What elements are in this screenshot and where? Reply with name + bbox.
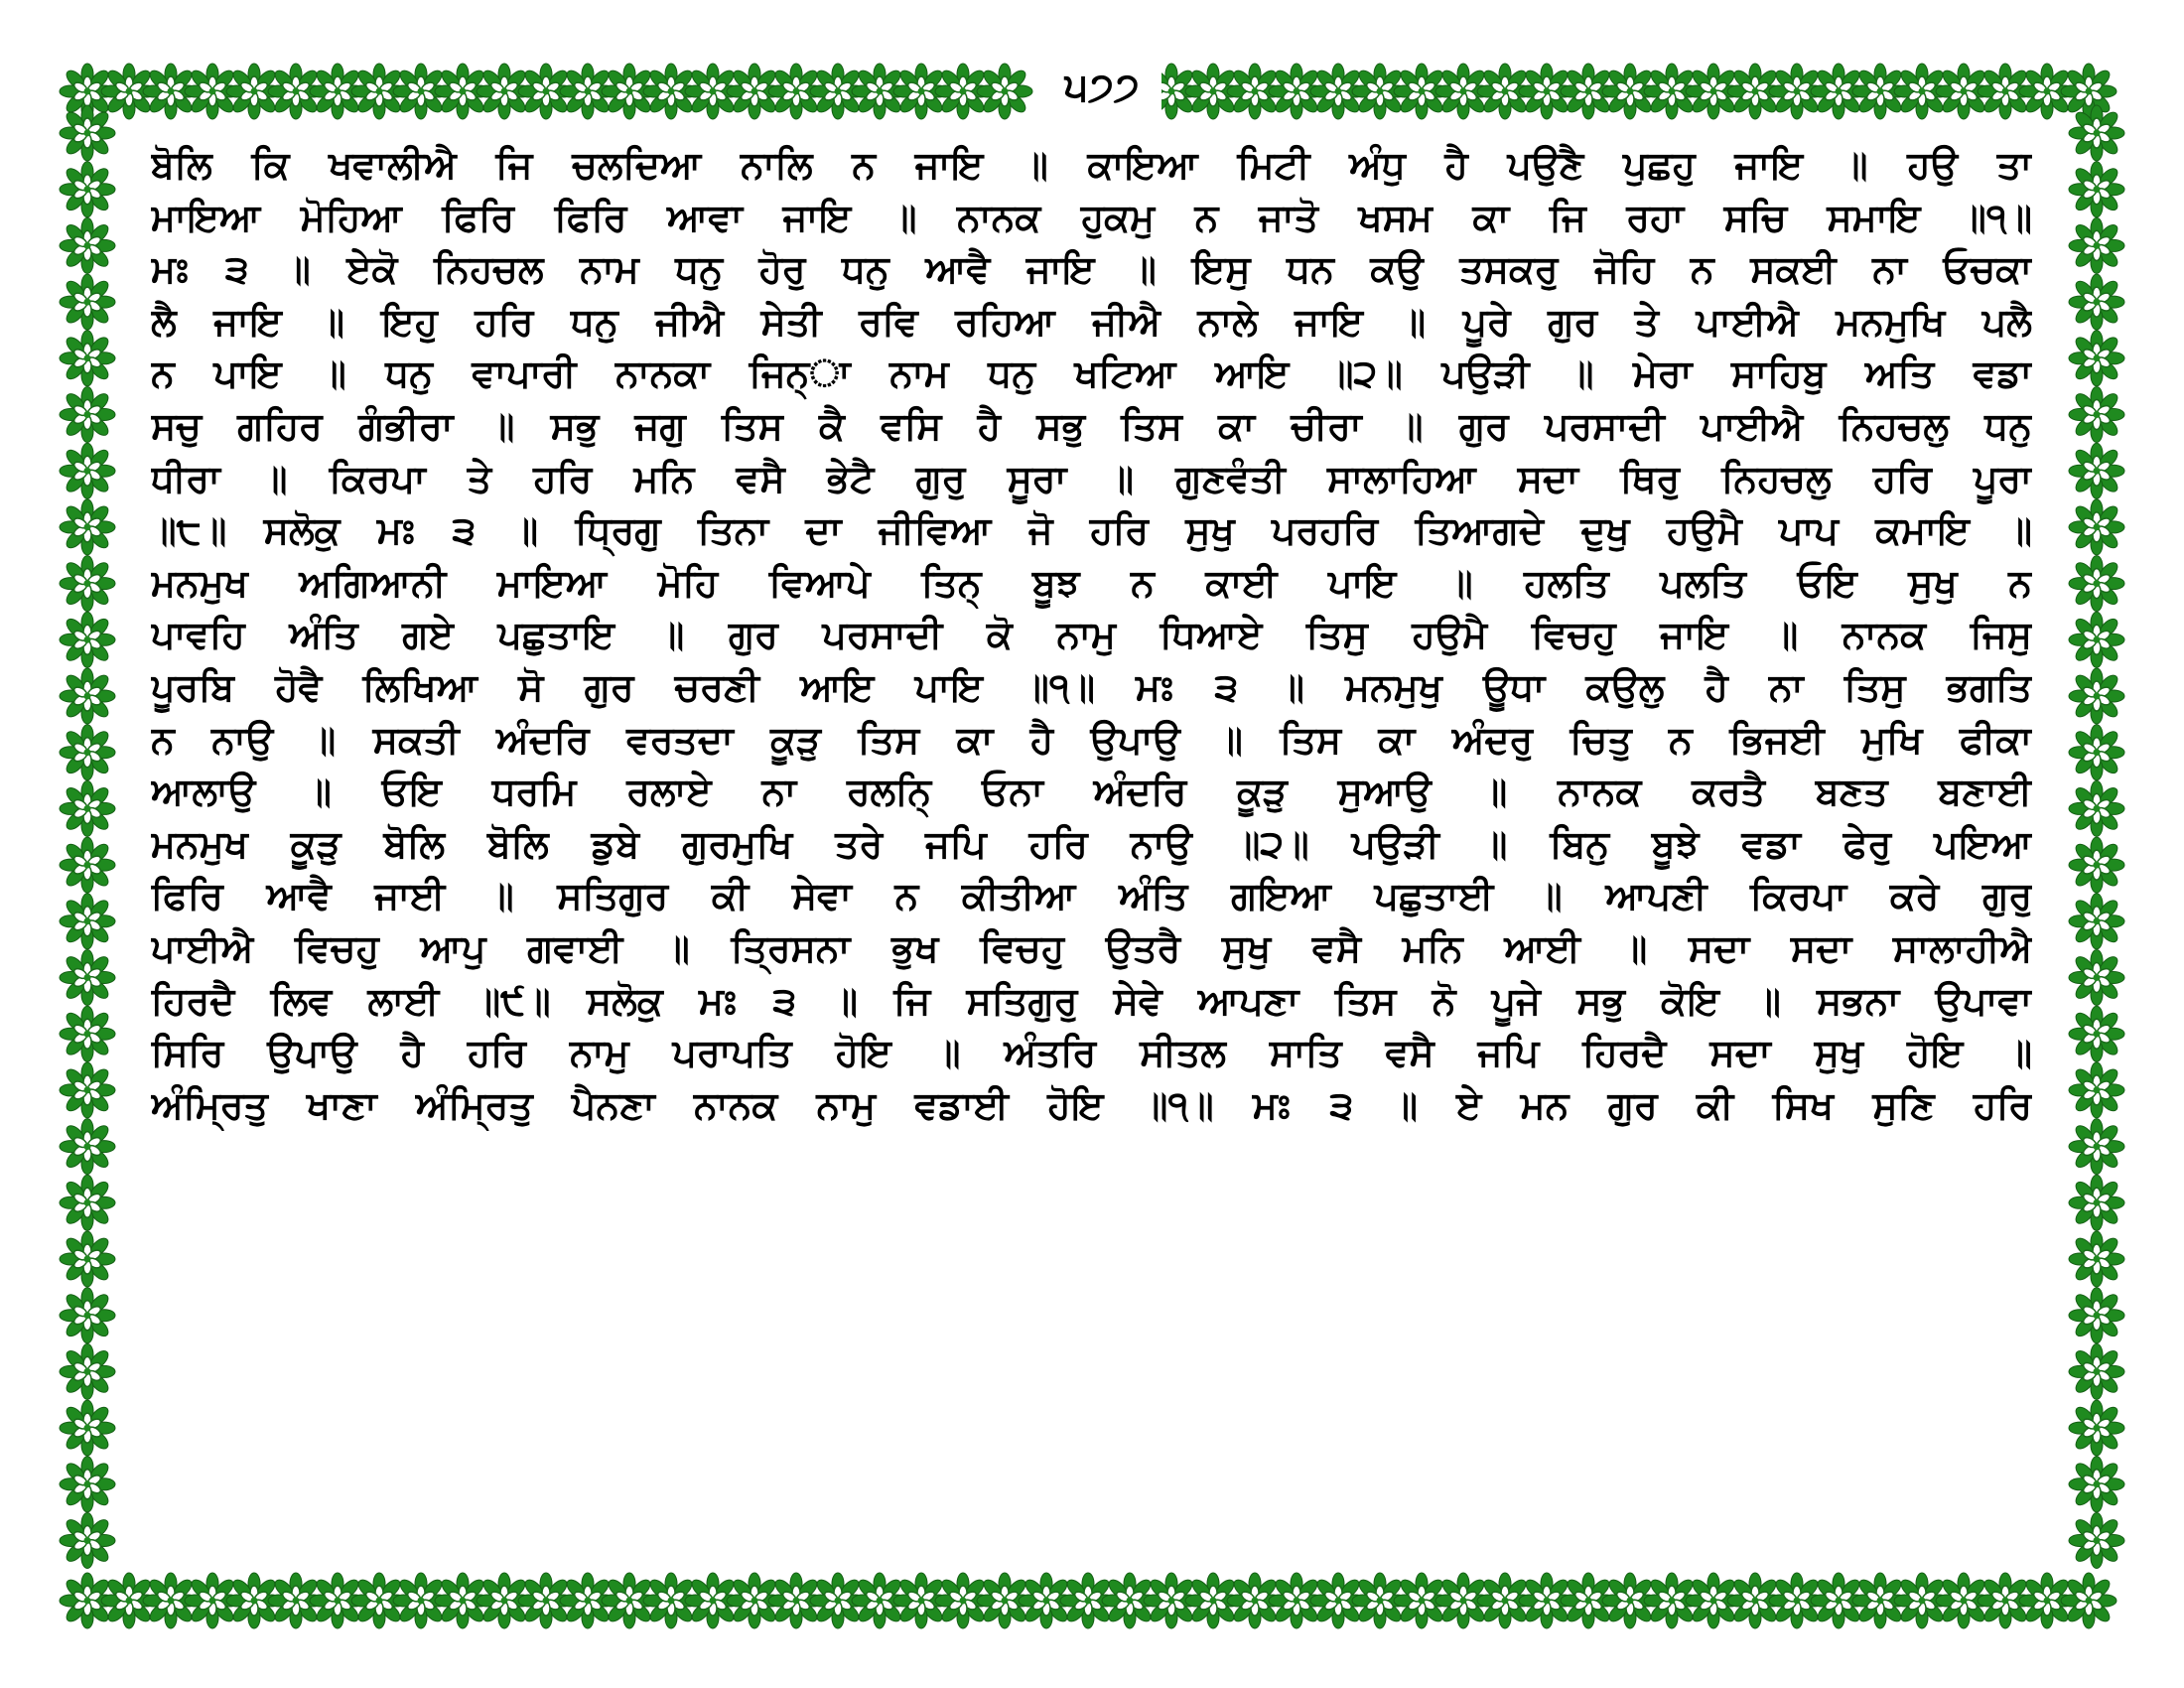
flower-ornament-icon — [2069, 443, 2124, 498]
verse-line: ਫਿਰਿ ਆਵੈ ਜਾਈ ॥ ਸਤਿਗੁਰ ਕੀ ਸੇਵਾ ਨ ਕੀਤੀਆ ਅੰਤਿ ਗਇਆ ਪਛੁਤਾਈ ॥ ਆਪਣੀ ਕਿਰਪਾ ਕਰੇ ਗੁਰੁ — [151, 874, 2032, 918]
flower-ornament-icon — [2069, 1288, 2124, 1343]
flower-ornament-icon — [2069, 1400, 2124, 1456]
flower-ornament-icon — [2069, 1175, 2124, 1230]
flower-ornament-icon — [60, 1175, 115, 1230]
flower-ornament-icon — [60, 331, 115, 386]
flower-ornament-icon — [2069, 387, 2124, 443]
verse-line: ਸਚੁ ਗਹਿਰ ਗੰਭੀਰਾ ॥ ਸਭੁ ਜਗੁ ਤਿਸ ਕੈ ਵਸਿ ਹੈ ਸਭੁ ਤਿਸ ਕਾ ਚੀਰਾ ॥ ਗੁਰ ਪਰਸਾਦੀ ਪਾਈਐ ਨਿਹਚਲੁ ਧਨੁ — [151, 403, 2032, 448]
page-number: ੫੭੭ — [1042, 58, 1161, 117]
verse-line: ਅੰਮ੍ਰਿਤੁ ਖਾਣਾ ਅੰਮ੍ਰਿਤੁ ਪੈਨਣਾ ਨਾਨਕ ਨਾਮੁ ਵਡਾਈ ਹੋਇ ॥੧॥ ਮਃ ੩ ॥ ਏ ਮਨ ਗੁਰ ਕੀ ਸਿਖ ਸੁਣਿ ਹਰਿ — [151, 1082, 2032, 1127]
verse-line: ਲੈ ਜਾਇ ॥ ਇਹੁ ਹਰਿ ਧਨੁ ਜੀਐ ਸੇਤੀ ਰਵਿ ਰਹਿਆ ਜੀਐ ਨਾਲੇ ਜਾਇ ॥ ਪੂਰੇ ਗੁਰ ਤੇ ਪਾਈਐ ਮਨਮੁਖਿ ਪਲੈ — [151, 299, 2032, 344]
flower-ornament-icon — [2061, 1573, 2116, 1628]
flower-ornament-icon — [2069, 1119, 2124, 1175]
flower-ornament-icon — [60, 894, 115, 949]
flower-ornament-icon — [2069, 105, 2124, 161]
verse-line: ਮਃ ੩ ॥ ਏਕੋ ਨਿਹਚਲ ਨਾਮ ਧਨੁ ਹੋਰੁ ਧਨੁ ਆਵੈ ਜਾਇ ॥ ਇਸੁ ਧਨ ਕਉ ਤਸਕਰੁ ਜੋਹਿ ਨ ਸਕਈ ਨਾ ਓਚਕਾ — [151, 247, 2032, 292]
flower-ornament-icon — [60, 780, 115, 836]
flower-ornament-icon — [60, 950, 115, 1006]
flower-ornament-icon — [60, 217, 115, 273]
flower-ornament-icon — [60, 725, 115, 780]
flower-ornament-icon — [2069, 1006, 2124, 1061]
verse-line: ਆਲਾਉ ॥ ਓਇ ਧਰਮਿ ਰਲਾਏ ਨਾ ਰਲਨਿ੍ ਓਨਾ ਅੰਦਰਿ ਕੂੜੁ ਸੁਆਉ ॥ ਨਾਨਕ ਕਰਤੈ ਬਣਤ ਬਣਾਈ — [151, 770, 2032, 814]
flower-ornament-icon — [2069, 274, 2124, 330]
flower-ornament-icon — [2069, 499, 2124, 555]
verse-line: ਹਿਰਦੈ ਲਿਵ ਲਾਈ ॥੯॥ ਸਲੋਕੁ ਮਃ ੩ ॥ ਜਿ ਸਤਿਗੁਰੁ ਸੇਵੇ ਆਪਣਾ ਤਿਸ ਨੋ ਪੂਜੇ ਸਭੁ ਕੋਇ ॥ ਸਭਨਾ ਉਪਾਵਾ — [151, 978, 2032, 1023]
verse-line: ਸਿਰਿ ਉਪਾਉ ਹੈ ਹਰਿ ਨਾਮੁ ਪਰਾਪਤਿ ਹੋਇ ॥ ਅੰਤਰਿ ਸੀਤਲ ਸਾਤਿ ਵਸੈ ਜਪਿ ਹਿਰਦੈ ਸਦਾ ਸੁਖੁ ਹੋਇ ॥ — [151, 1031, 2032, 1075]
flower-ornament-icon — [60, 274, 115, 330]
flower-ornament-icon — [60, 499, 115, 555]
flower-ornament-icon — [2069, 556, 2124, 612]
flower-ornament-icon — [60, 1062, 115, 1118]
flower-ornament-icon — [60, 612, 115, 667]
flower-ornament-icon — [2069, 162, 2124, 217]
flower-ornament-icon — [60, 668, 115, 724]
scripture-text — [151, 139, 2032, 1131]
flower-ornament-icon — [60, 556, 115, 612]
flower-ornament-icon — [60, 837, 115, 893]
flower-ornament-icon — [2069, 780, 2124, 836]
flower-ornament-icon — [60, 1513, 115, 1569]
verse-line: ਮਨਮੁਖ ਕੂੜੁ ਬੋਲਿ ਬੋਲਿ ਡੁਬੇ ਗੁਰਮੁਖਿ ਤਰੇ ਜਪਿ ਹਰਿ ਨਾਉ ॥੨॥ ਪਉੜੀ ॥ ਬਿਨੁ ਬੂਝੇ ਵਡਾ ਫੇਰੁ ਪਇਆ — [151, 821, 2032, 866]
flower-ornament-icon — [60, 1231, 115, 1287]
flower-ornament-icon — [2069, 1062, 2124, 1118]
verse-line: ਪੂਰਬਿ ਹੋਵੈ ਲਿਖਿਆ ਸੋ ਗੁਰ ਚਰਣੀ ਆਇ ਪਾਇ ॥੧॥ ਮਃ ੩ ॥ ਮਨਮੁਖੁ ਊਧਾ ਕਉਲੁ ਹੈ ਨਾ ਤਿਸੁ ਭਗਤਿ — [151, 664, 2032, 709]
flower-ornament-icon — [2061, 64, 2116, 119]
flower-ornament-icon — [60, 1006, 115, 1061]
flower-ornament-icon — [60, 1457, 115, 1512]
flower-ornament-icon — [60, 1288, 115, 1343]
verse-line: ਮਨਮੁਖ ਅਗਿਆਨੀ ਮਾਇਆ ਮੋਹਿ ਵਿਆਪੇ ਤਿਨ੍ ਬੂਝ ਨ ਕਾਈ ਪਾਇ ॥ ਹਲਤਿ ਪਲਤਿ ਓਇ ਸੁਖੁ ਨ — [151, 560, 2032, 605]
flower-ornament-icon — [60, 443, 115, 498]
flower-ornament-icon — [2069, 1513, 2124, 1569]
verse-line: ਪਾਈਐ ਵਿਚਹੁ ਆਪੁ ਗਵਾਈ ॥ ਤ੍ਰਿਸਨਾ ਭੁਖ ਵਿਚਹੁ ਉਤਰੈ ਸੁਖੁ ਵਸੈ ਮਨਿ ਆਈ ॥ ਸਦਾ ਸਦਾ ਸਾਲਾਹੀਐ — [151, 925, 2032, 970]
flower-ornament-icon — [60, 105, 115, 161]
flower-ornament-icon — [2069, 894, 2124, 949]
flower-ornament-icon — [2069, 725, 2124, 780]
flower-ornament-icon — [2069, 950, 2124, 1006]
flower-ornament-icon — [977, 64, 1032, 119]
verse-line: ਪਾਵਹਿ ਅੰਤਿ ਗਏ ਪਛੁਤਾਇ ॥ ਗੁਰ ਪਰਸਾਦੀ ਕੋ ਨਾਮੁ ਧਿਆਏ ਤਿਸੁ ਹਉਮੈ ਵਿਚਹੁ ਜਾਇ ॥ ਨਾਨਕ ਜਿਸੁ — [151, 613, 2032, 657]
flower-ornament-icon — [2069, 217, 2124, 273]
flower-ornament-icon — [60, 1119, 115, 1175]
verse-line: ਬੋਲਿ ਕਿ ਖਵਾਲੀਐ ਜਿ ਚਲਦਿਆ ਨਾਲਿ ਨ ਜਾਇ ॥ ਕਾਇਆ ਮਿਟੀ ਅੰਧੁ ਹੈ ਪਉਣੈ ਪੁਛਹੁ ਜਾਇ ॥ ਹਉ ਤਾ — [151, 143, 2032, 187]
flower-ornament-icon — [60, 387, 115, 443]
verse-line: ॥੮॥ ਸਲੋਕੁ ਮਃ ੩ ॥ ਧ੍ਰਿਗੁ ਤਿਨਾ ਦਾ ਜੀਵਿਆ ਜੋ ਹਰਿ ਸੁਖੁ ਪਰਹਰਿ ਤਿਆਗਦੇ ਦੁਖੁ ਹਉਮੈ ਪਾਪ ਕਮਾਇ ॥ — [151, 508, 2032, 553]
flower-ornament-icon — [2069, 1231, 2124, 1287]
verse-line: ਨ ਨਾਉ ॥ ਸਕਤੀ ਅੰਦਰਿ ਵਰਤਦਾ ਕੂੜੁ ਤਿਸ ਕਾ ਹੈ ਉਪਾਉ ॥ ਤਿਸ ਕਾ ਅੰਦਰੁ ਚਿਤੁ ਨ ਭਿਜਈ ਮੁਖਿ ਫੀਕਾ — [151, 717, 2032, 762]
flower-ornament-icon — [2069, 331, 2124, 386]
flower-ornament-icon — [2069, 668, 2124, 724]
flower-ornament-icon — [2069, 1343, 2124, 1399]
flower-ornament-icon — [2069, 837, 2124, 893]
flower-ornament-icon — [60, 162, 115, 217]
flower-ornament-icon — [2069, 612, 2124, 667]
flower-ornament-icon — [2069, 1457, 2124, 1512]
verse-line: ਨ ਪਾਇ ॥ ਧਨੁ ਵਾਪਾਰੀ ਨਾਨਕਾ ਜਿਨ੍ਾ ਨਾਮ ਧਨੁ ਖਟਿਆ ਆਇ ॥੨॥ ਪਉੜੀ ॥ ਮੇਰਾ ਸਾਹਿਬੁ ਅਤਿ ਵਡਾ — [151, 352, 2032, 396]
verse-line: ਧੀਰਾ ॥ ਕਿਰਪਾ ਤੇ ਹਰਿ ਮਨਿ ਵਸੈ ਭੇਟੈ ਗੁਰੁ ਸੂਰਾ ॥ ਗੁਣਵੰਤੀ ਸਾਲਾਹਿਆ ਸਦਾ ਥਿਰੁ ਨਿਹਚਲੁ ਹਰਿ ਪੂਰਾ — [151, 456, 2032, 500]
flower-ornament-icon — [60, 1343, 115, 1399]
flower-ornament-icon — [60, 1400, 115, 1456]
verse-line: ਮਾਇਆ ਮੋਹਿਆ ਫਿਰਿ ਫਿਰਿ ਆਵਾ ਜਾਇ ॥ ਨਾਨਕ ਹੁਕਮੁ ਨ ਜਾਤੋ ਖਸਮ ਕਾ ਜਿ ਰਹਾ ਸਚਿ ਸਮਾਇ ॥੧॥ — [151, 195, 2032, 239]
